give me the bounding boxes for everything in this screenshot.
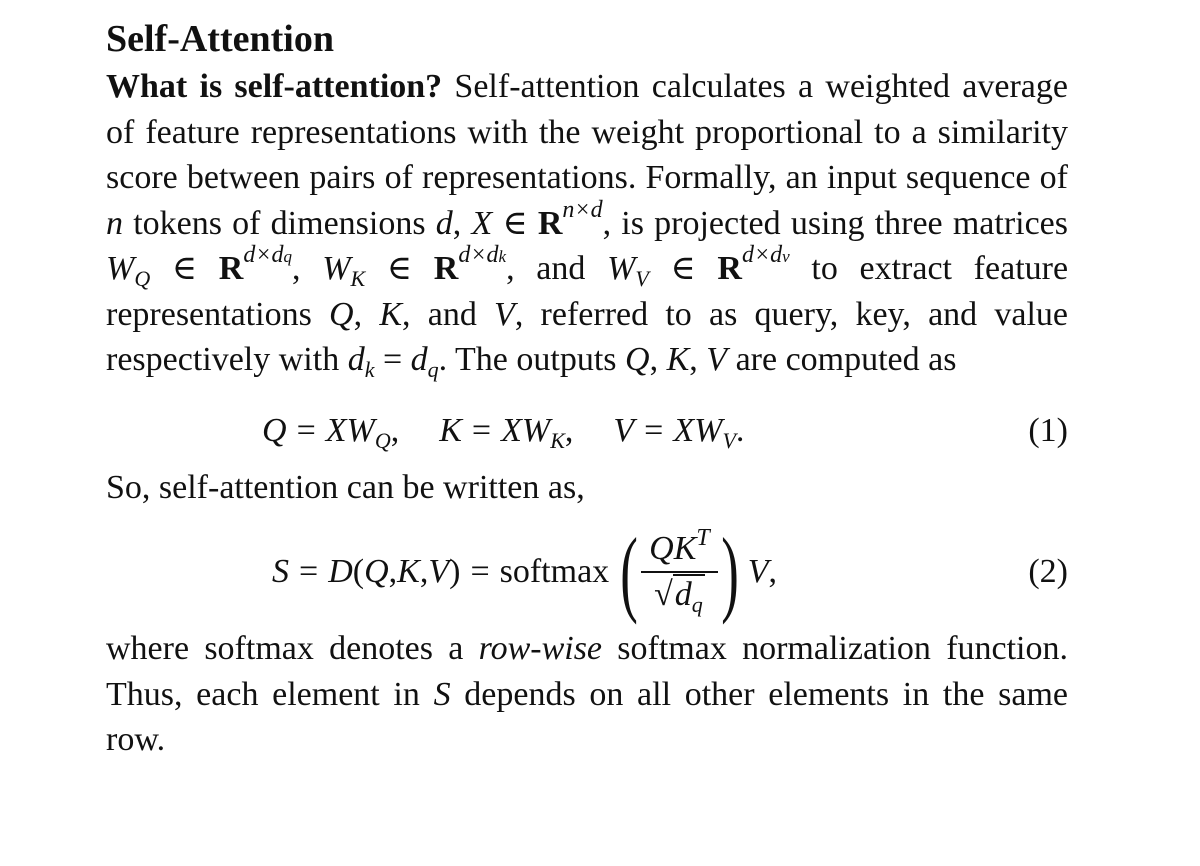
text-run: are computed as bbox=[727, 341, 957, 378]
softmax-label: softmax bbox=[499, 553, 610, 590]
fraction-numerator: $QK^T$ bbox=[641, 529, 718, 573]
math-qk: Q, K bbox=[329, 295, 403, 333]
math-qkv: Q, K, V bbox=[625, 341, 728, 378]
math-x-in-r: X ∈ $R^{n\times d}$ bbox=[471, 196, 603, 242]
section-title: Self-Attention bbox=[106, 18, 334, 60]
paragraph-definition bbox=[106, 64, 1068, 383]
text-run: tokens of dimensions bbox=[123, 204, 436, 242]
math-d: d bbox=[435, 204, 453, 242]
math-wq: $W_Q$ ∈ $R^{d\times dq}$, bbox=[106, 242, 301, 291]
equation-1 bbox=[106, 403, 1068, 459]
equation-2-body: S = D ( Q , K , V ) = softmax ( $\frac{QK^T}{√d_q}$ ) V , bbox=[272, 518, 777, 625]
math-wv: $W_V$ ∈ $R^{d\times dv}$ bbox=[607, 242, 790, 291]
text-run: to extract feature representations bbox=[106, 250, 1069, 333]
math-v: V bbox=[494, 295, 515, 333]
text-run: , and bbox=[402, 295, 495, 333]
math-wk: $W_K$ ∈ $R^{d\times dk}$ bbox=[322, 242, 507, 291]
right-paren: ) bbox=[720, 518, 739, 625]
text-run: Self-attention calculates a weighted average of feature representations with the weight proportional to a similarity score between pairs of representations. Formally, an input sequence of bbox=[106, 68, 1068, 196]
left-paren: ( bbox=[620, 518, 638, 625]
paper-page bbox=[106, 14, 1068, 763]
equation-2-number: (2) bbox=[1028, 553, 1068, 590]
text-run: , is projected using three matrices bbox=[602, 204, 1069, 242]
text-run: , and bbox=[506, 250, 608, 287]
math-s: S bbox=[433, 675, 451, 713]
emphasis-row-wise: row-wise bbox=[478, 630, 603, 667]
math-dk-eq-dq: $d_k = d_q$ bbox=[347, 341, 439, 382]
equation-1-body: $Q = XW_Q$, $K = XW_K$, $V = XW_V$. bbox=[262, 411, 745, 453]
text-run: depends on all other elements in the same row. bbox=[106, 675, 1068, 758]
paragraph-lead: What is self-attention? bbox=[106, 68, 443, 105]
text-run: where softmax denotes a bbox=[106, 630, 479, 667]
text-run: , bbox=[452, 204, 462, 242]
fraction-denominator: $√d_q$ bbox=[654, 576, 703, 617]
fraction bbox=[641, 525, 718, 617]
equation-2 bbox=[106, 518, 1068, 625]
text-run: . The outputs bbox=[438, 341, 626, 378]
paragraph-transition: So, self-attention can be written as, bbox=[106, 468, 585, 506]
paragraph-explanation bbox=[106, 626, 1068, 763]
text-run: softmax normalization function. Thus, each element in bbox=[106, 630, 1068, 713]
text-run: , referred to as query, key, and value respectively with bbox=[106, 295, 1069, 378]
equation-1-number: (1) bbox=[1028, 411, 1068, 449]
math-n: n bbox=[106, 204, 123, 242]
